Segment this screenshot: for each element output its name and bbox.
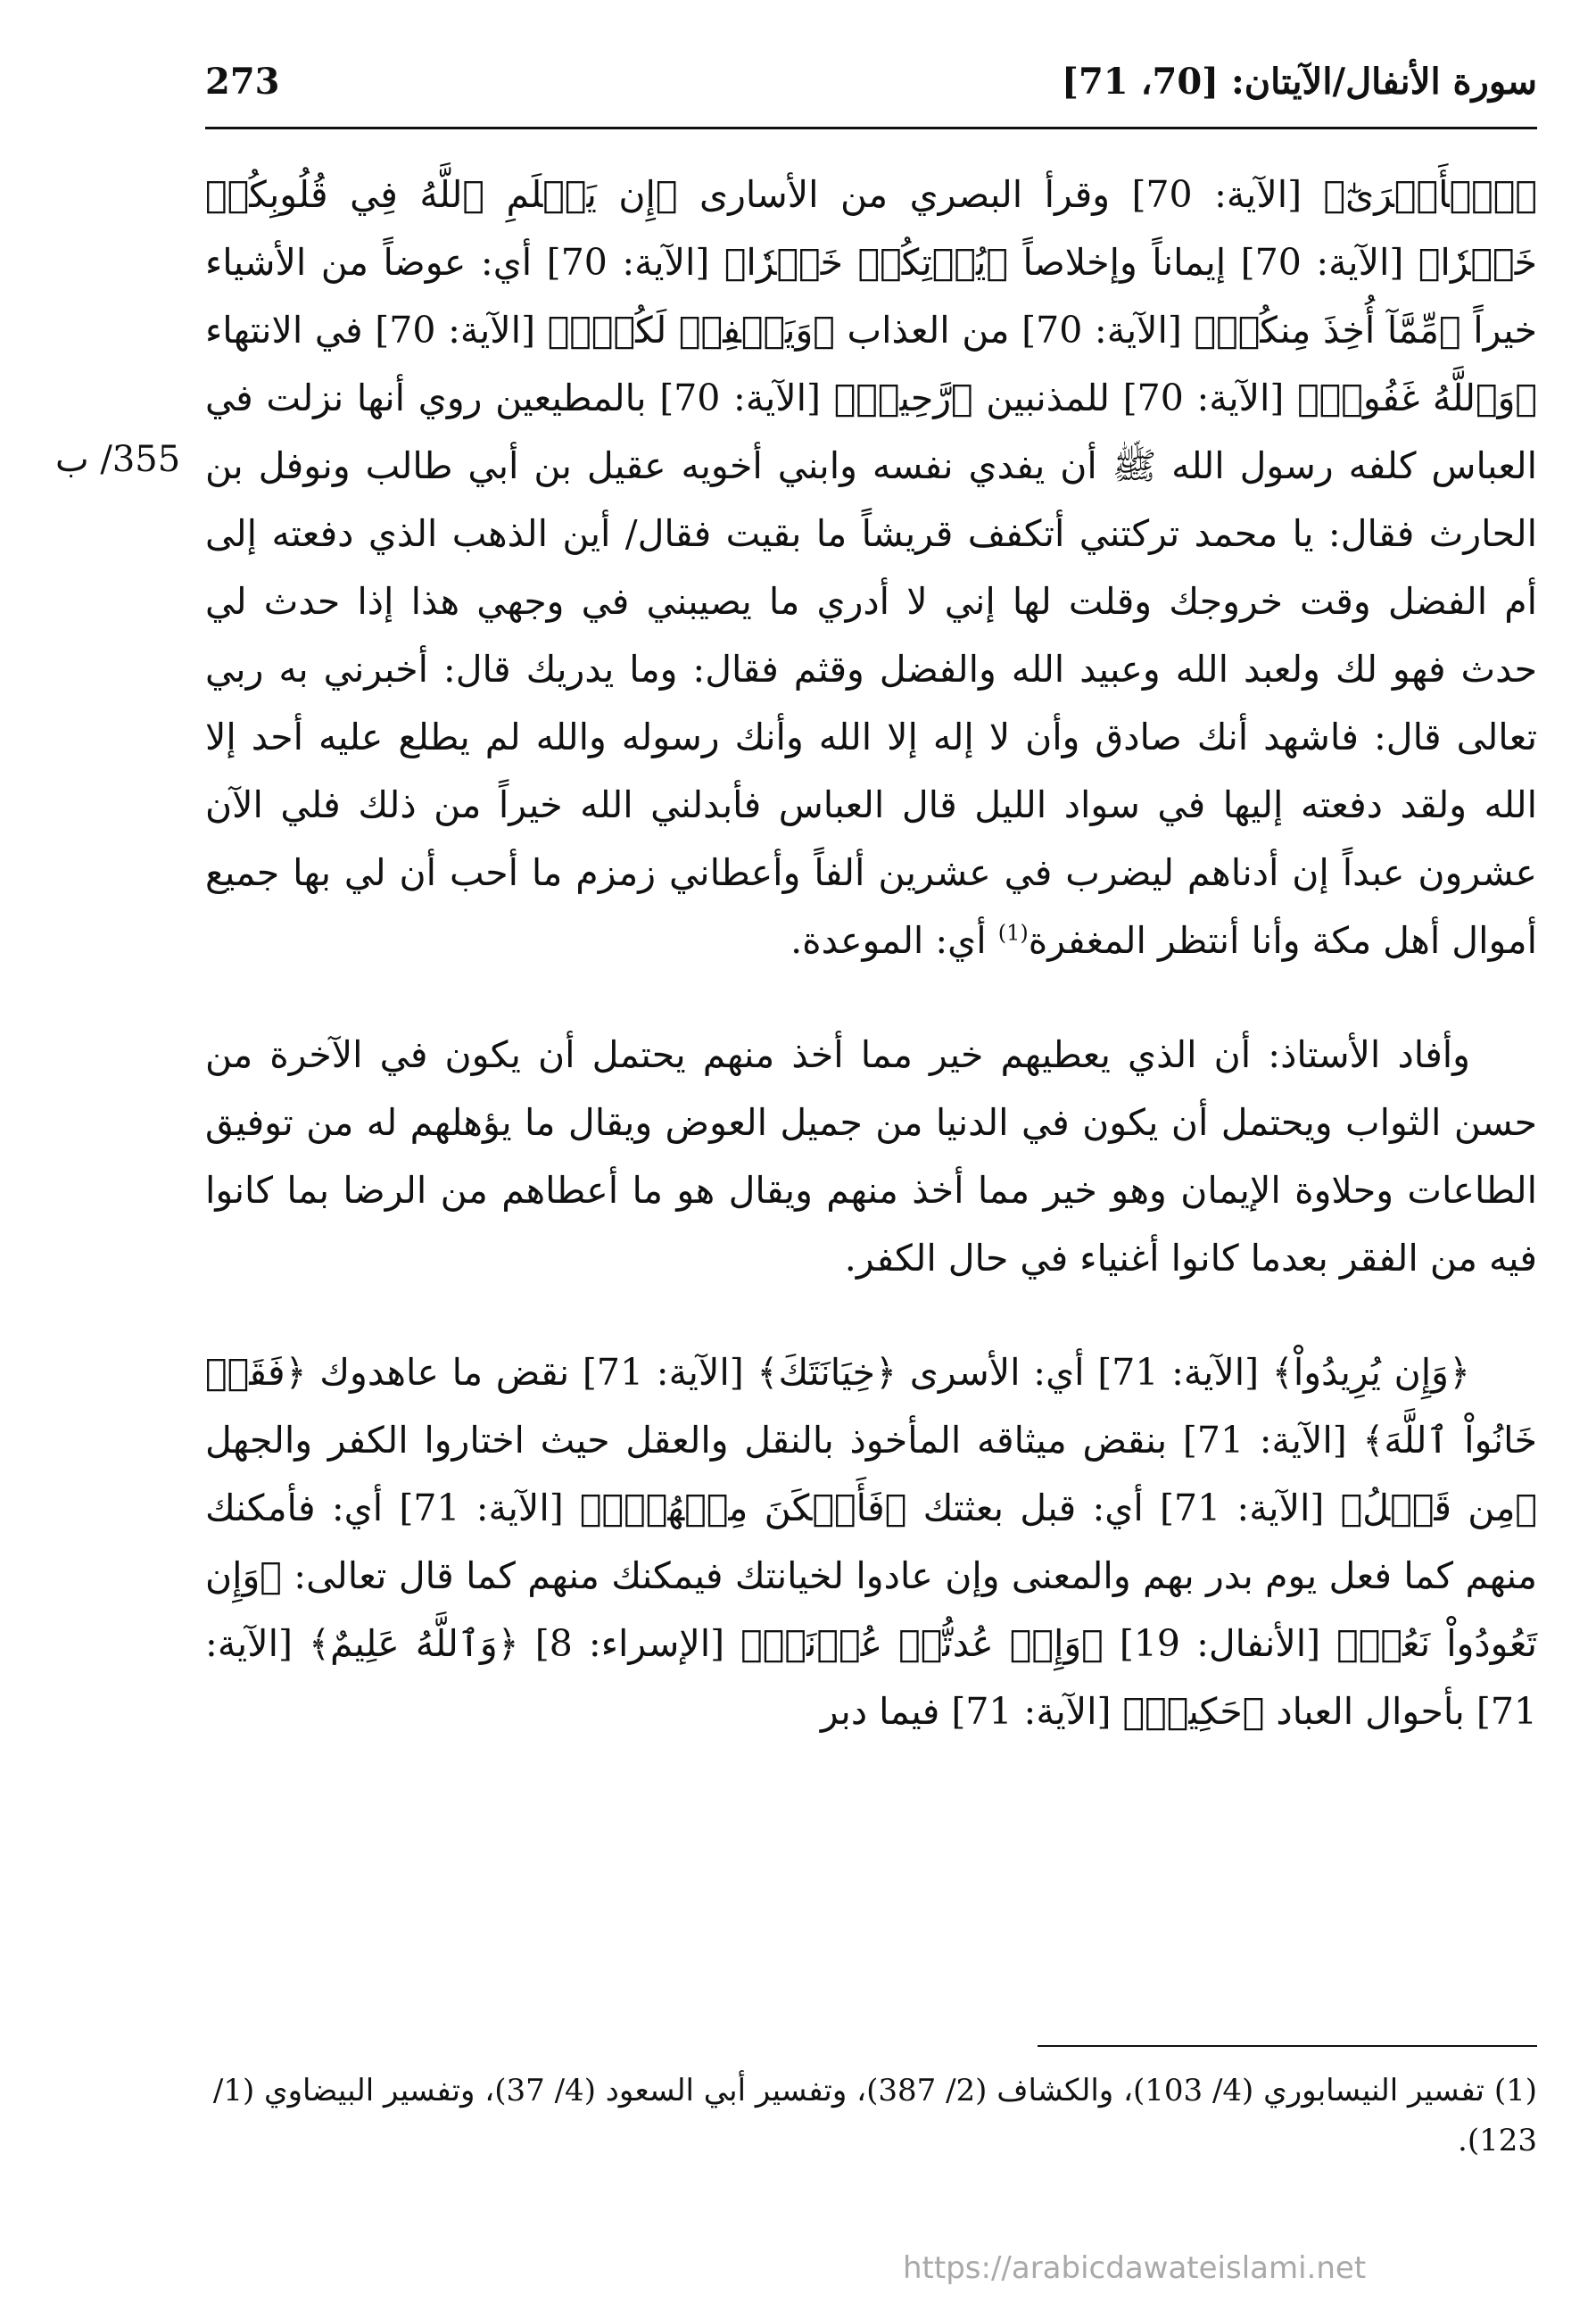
main-text	[205, 161, 1537, 1745]
paragraph-ustadh-comment: وأفاد الأستاذ: أن الذي يعطيهم خير مما أخذ منهم يحتمل أن يكون في الآخرة من حسن الثواب ويحتمل أن يكون في الدنيا من جميل العوض ويقال ما يؤهلهم له من توفيق الطاعات وحلاوة الإيمان وهو خير مما أخذ منهم ويقال هو ما أعطاهم من الرضا بما كانوا فيه من الفقر بعدما كانوا أغنياء في حال الكفر.	[205, 1033, 1537, 1280]
footnote-marker: (1)	[1493, 2073, 1537, 2108]
manuscript-folio-note: 355/ ب	[55, 439, 181, 480]
paragraph-spacer	[205, 974, 1537, 1021]
header-divider	[205, 127, 1537, 129]
watermark-url: https://arabicdawateislami.net	[903, 2250, 1367, 2286]
footnote-divider	[1038, 2045, 1537, 2047]
paragraph-tafsir-verse-70	[205, 161, 1537, 974]
footnote-item	[205, 2066, 1537, 2166]
paragraph-text: ﴿ٱلۡأَسۡرَىٰٓ﴾ [الآية: 70] وقرأ البصري من الأسارى ﴿إِن يَعۡلَمِ ٱللَّهُ فِي قُلُوبِكُمۡ خَيۡرٗا﴾ [الآية: 70] إيماناً وإخلاصاً ﴿يُؤۡتِكُمۡ خَيۡرٗا﴾ [الآية: 70] أي: عوضاً من الأشياء خيراً ﴿مِّمَّآ أُخِذَ مِنكُمۡ﴾ [الآية: 70] من العذاب ﴿وَيَغۡفِرۡ لَكُمۡۚ﴾ [الآية: 70] في الانتهاء ﴿وَٱللَّهُ غَفُورٞ﴾ [الآية: 70] للمذنبين ﴿رَّحِيمٞ﴾ [الآية: 70] بالمطيعين روي أنها نزلت في العباس كلفه رسول الله ﷺ أن يفدي نفسه وابني أخويه عقيل بن أبي طالب ونوفل بن الحارث فقال: يا محمد تركتني أتكفف قريشاً ما بقيت فقال/ أين الذهب الذي دفعته إلى أم الفضل وقت خروجك وقلت لها إني لا أدري ما يصيبني في وجهي هذا إذا حدث لي حدث فهو لك ولعبد الله وعبيد الله والفضل وقثم فقال: وما يدريك قال: أخبرني به ربي تعالى قال: فاشهد أنك صادق وأن لا إله إلا الله وأنك رسوله والله لم يطلع عليه أحد إلا الله ولقد دفعته إليها في سواد الليل قال العباس فأبدلني الله خيراً من ذلك فلي الآن عشرون عبداً إن أدناهم ليضرب في عشرين ألفاً وأعطاني زمزم ما أحب أن لي بها جميع أموال أهل مكة وأنا أنتظر المغفرة	[205, 173, 1537, 962]
page-header	[205, 54, 1537, 125]
footnote-reference: (1)	[997, 920, 1029, 946]
paragraph-tafsir-verse-71: ﴿وَإِن يُرِيدُواْ﴾ [الآية: 71] أي: الأسرى ﴿خِيَانَتَكَ﴾ [الآية: 71] نقض ما عاهدوك ﴿فَقَدۡ خَانُواْ ٱللَّهَ﴾ [الآية: 71] بنقض ميثاقه المأخوذ بالنقل والعقل حيث اختاروا الكفر والجهل ﴿مِن قَبۡلُ﴾ [الآية: 71] أي: قبل بعثتك ﴿فَأَمۡكَنَ مِنۡهُمۡۗ﴾ [الآية: 71] أي: فأمكنك منهم كما فعل يوم بدر بهم والمعنى وإن عادوا لخيانتك فيمكنك منهم كما قال تعالى: ﴿وَإِن تَعُودُواْ نَعُدۡ﴾ [الأنفال: 19] ﴿وَإِنۡ عُدتُّمۡ عُدۡنَاۚ﴾ [الإسراء: 8] ﴿وَٱللَّهُ عَلِيمٌ﴾ [الآية: 71] بأحوال العباد ﴿حَكِيمٞ﴾ [الآية: 71] فيما دبر	[205, 1351, 1538, 1733]
paragraph-spacer	[205, 1292, 1537, 1338]
paragraph-text-tail: أي: الموعدة.	[790, 919, 998, 962]
footnotes	[205, 2066, 1537, 2166]
footnote-text: تفسير النيسابوري (4/ 103)، والكشاف (2/ 387)، وتفسير أبي السعود (4/ 37)، وتفسير البيضاوي (1/ 123).	[212, 2073, 1537, 2158]
running-title: سورة الأنفال/الآيتان: [70، 71]	[1062, 61, 1537, 103]
page-number: 273	[205, 61, 280, 103]
